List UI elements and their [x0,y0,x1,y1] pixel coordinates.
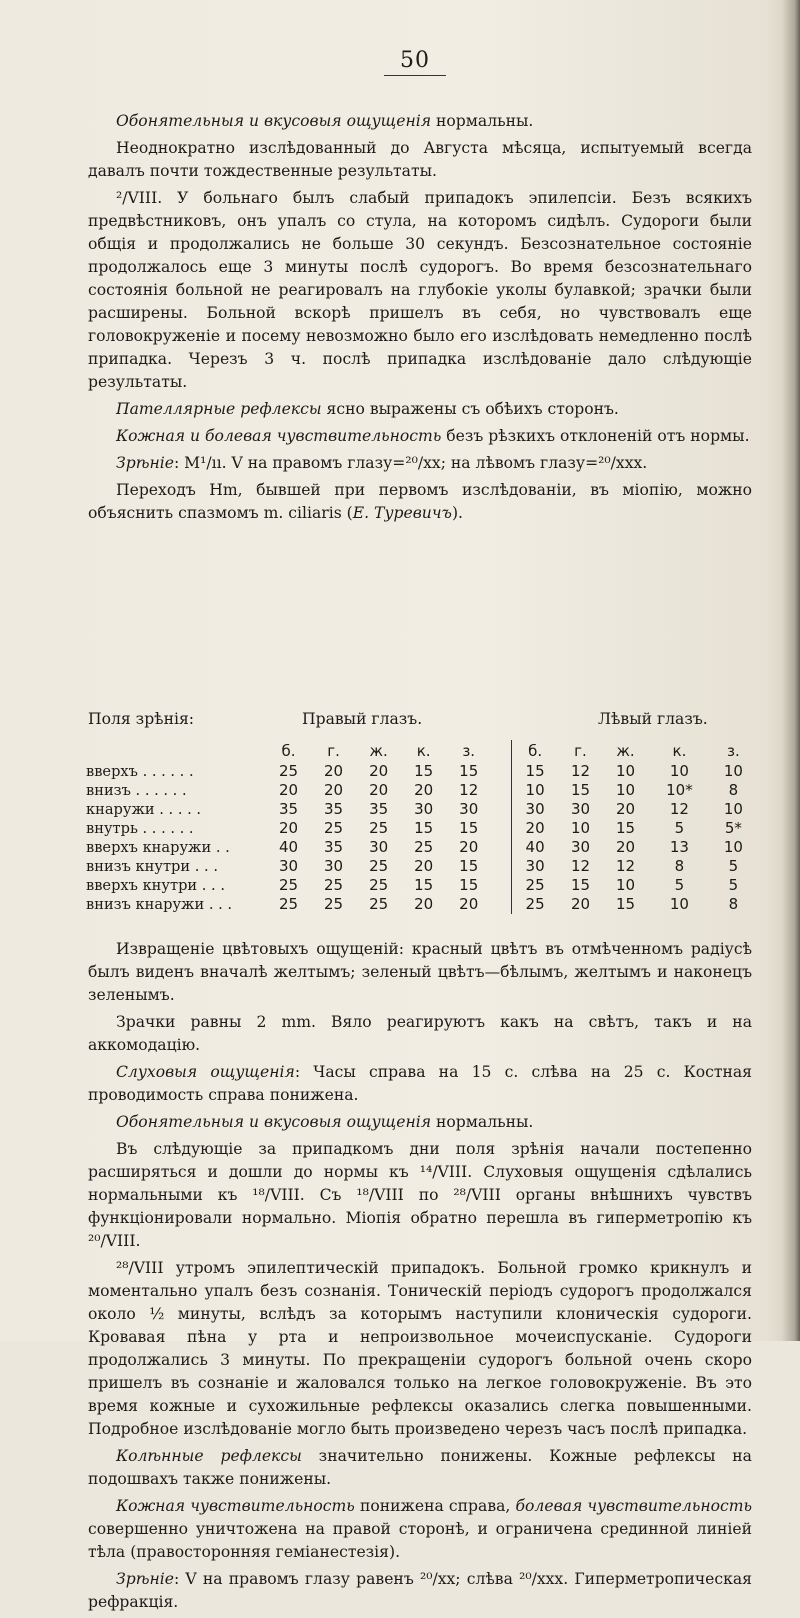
text-block-top [88,110,752,529]
column-gap [491,857,512,876]
row-label: вверхъ . . . . . . [86,763,194,780]
right-eye-value: 30 [278,857,299,875]
table-row [86,762,756,781]
paragraph-vision-2: Зрѣніе: V на правомъ глазу равенъ ²⁰/xx; слѣва ²⁰/xxx. Гиперметропическая рефракція. [88,1570,752,1611]
paragraph-color-perversion: Извращеніе цвѣтовыхъ ощущеній: красный цвѣтъ въ отмѣченномъ радіусѣ былъ виденъ вначалѣ желтымъ; зеленый цвѣтъ—бѣлымъ, желтымъ и наконецъ зеленымъ. [88,940,752,1004]
table-row [86,876,756,895]
left-eye-value: 10 [615,781,636,799]
right-eye-value: 35 [324,838,344,856]
right-eye-value: 30 [369,838,389,856]
right-eye-value: 25 [414,838,434,856]
row-label: внизъ кнаружи . . . [86,896,233,913]
left-eye-value: 5 [728,876,739,894]
row-label: вверхъ кнаружи . . [86,839,230,856]
right-eye-value: 20 [278,781,299,799]
right-eye-color-header: б. [281,741,296,760]
right-eye-color-header: к. [416,741,431,760]
left-eye-value: 15 [512,762,558,781]
column-gap [491,800,512,819]
paragraph-repeated-exam: Неоднократно изслѣдованный до Августа мѣсяца, испытуемый всегда давалъ почти тождественные результаты. [88,139,752,180]
left-eye-value: 40 [512,838,558,857]
right-eye-value: 20 [414,895,434,913]
right-eye-value: 15 [459,876,479,894]
table-title: Поля зрѣнія: [88,710,195,728]
right-eye-color-header: г. [327,741,340,760]
left-eye-value: 15 [615,895,636,913]
row-label: внизъ кнутри . . . [86,858,218,875]
right-eye-color-header: ж. [369,741,388,760]
right-eye-value: 25 [324,819,344,837]
left-eye-color-header: з. [727,741,740,760]
column-gap [491,838,512,857]
paragraph-hearing: Слуховыя ощущенія: Часы справа на 15 с. слѣва на 25 с. Костная проводимость справа понижена. [88,1063,752,1104]
right-eye-value: 35 [324,800,344,818]
column-gap [491,740,512,762]
visual-field-table [86,740,756,914]
color-header-row [86,740,756,762]
row-label: вверхъ кнутри . . . [86,877,225,894]
left-eye-value: 8 [728,895,739,913]
left-eye-value: 25 [512,876,558,895]
right-eye-value: 20 [369,781,389,799]
left-eye-value: 10 [669,762,689,780]
left-eye-value: 8 [674,857,685,875]
right-eye-value: 35 [278,800,299,818]
paragraph-myopia: Переходъ Hm, бывшей при первомъ изслѣдованіи, въ міопію, можно объяснить спазмомъ m. ciliaris (Е. Туревичъ). [88,481,752,522]
left-eye-value: 20 [570,895,591,913]
left-eye-value: 5 [674,876,685,894]
paragraph-patellar-reflexes: Пателлярные рефлексы ясно выражены съ обѣихъ сторонъ. [116,400,619,418]
left-eye-value: 5 [674,819,685,837]
row-label: кнаружи . . . . . [86,801,202,818]
left-eye-color-header: ж. [616,741,635,760]
paragraph-seizure-report: ²/VIII. У больнаго былъ слабый припадокъ эпилепсіи. Безъ всякихъ предвѣстниковъ, онъ упалъ со стула, на которомъ сидѣлъ. Судороги были общія и продолжались не больше 30 секундъ. Безсознательное состояніе продолжалось еще 3 минуты послѣ судорогъ. Во время безсознательнаго состоянія больной не реагировалъ на глубокіе уколы булавкой; зрачки были расширены. Больной вскорѣ пришелъ въ себя, но чувствовалъ еще головокруженіе и посему невозможно было его изслѣдовать немедленно послѣ припадка. Черезъ 3 ч. послѣ припадка изслѣдованіе дало слѣдующіе результаты. [88,189,752,391]
left-eye-value: 30 [512,857,558,876]
right-eye-heading: Правый глазъ. [302,710,423,728]
row-label: внизъ . . . . . . [86,782,187,799]
left-eye-value: 10 [615,876,636,894]
column-gap [491,895,512,914]
right-eye-value: 30 [414,800,434,818]
left-eye-value: 20 [615,800,636,818]
left-eye-value: 5 [728,857,739,875]
left-eye-heading: Лѣвый глазъ. [598,710,708,728]
page-number: 50 [0,48,800,76]
right-eye-value: 25 [324,895,344,913]
right-eye-value: 25 [278,876,299,894]
left-eye-value: 30 [512,800,558,819]
right-eye-value: 15 [414,762,434,780]
right-eye-value: 25 [278,895,299,913]
right-eye-value: 20 [459,838,479,856]
left-eye-value: 8 [728,781,739,799]
paragraph-smell-taste-2: Обонятельныя и вкусовыя ощущенія нормальны. [116,1113,534,1131]
left-eye-value: 25 [512,895,558,914]
table-row [86,857,756,876]
left-eye-value: 12 [669,800,689,818]
right-eye-value: 15 [459,819,479,837]
header-blank-cell [86,740,266,762]
right-eye-value: 25 [369,895,389,913]
page-edge-shadow [782,0,800,1341]
right-eye-value: 20 [324,781,344,799]
table-row [86,838,756,857]
table-row [86,895,756,914]
column-gap [491,876,512,895]
right-eye-value: 20 [278,819,299,837]
column-gap [491,781,512,800]
paragraph-recovery: Въ слѣдующіе за припадкомъ дни поля зрѣнія начали постепенно расширяться и дошли до нормы къ ¹⁴/VIII. Слуховыя ощущенія сдѣлались нормальными къ ¹⁸/VIII. Съ ¹⁸/VIII по ²⁸/VIII органы внѣшнихъ чувствъ функціонировали нормально. Міопія обратно перешла въ гиперметропію къ ²⁰/VIII. [88,1140,752,1250]
left-eye-value: 10 [669,895,689,913]
paragraph-knee-reflexes: Колѣнные рефлексы значительно понижены. Кожные рефлексы на подошвахъ также понижены. [88,1447,752,1488]
right-eye-value: 25 [369,857,389,875]
text-block-bottom [88,938,752,1618]
right-eye-value: 20 [459,895,479,913]
left-eye-color-header: к. [672,741,687,760]
left-eye-value: 15 [570,876,591,894]
column-gap [491,762,512,781]
left-eye-value: 12 [615,857,636,875]
left-eye-value: 12 [570,857,591,875]
right-eye-value: 15 [414,819,434,837]
right-eye-value: 20 [369,762,389,780]
left-eye-value: 15 [570,781,591,799]
left-eye-value: 10 [723,762,743,780]
visual-field-table-header [88,710,752,734]
paragraph-second-seizure: ²⁸/VIII утромъ эпилептическій припадокъ. Больной громко крикнулъ и моментально упалъ безъ сознанія. Тоническій періодъ судорогъ продолжался около ½ минуты, вслѣдъ за которымъ наступили клоническія судороги. Кровавая пѣна у рта и непроизвольное мочеиспусканіе. Судороги продолжались 3 минуты. По прекращеніи судорогъ больной очень скоро пришелъ въ сознаніе и жаловался только на легкое головокруженіе. Въ это время кожные и сухожильные рефлексы оказались слегка повышенными. Подробное изслѣдованіе могло быть произведено черезъ часъ послѣ припадка. [88,1259,752,1438]
right-eye-value: 15 [459,762,479,780]
left-eye-value: 10 [615,762,636,780]
right-eye-value: 20 [414,781,434,799]
table-row [86,800,756,819]
left-eye-value: 30 [570,838,591,856]
row-label: внутрь . . . . . . [86,820,194,837]
right-eye-value: 30 [324,857,344,875]
left-eye-value: 15 [615,819,636,837]
left-eye-value: 10* [666,781,693,799]
left-eye-value: 12 [570,762,591,780]
right-eye-value: 12 [459,781,479,799]
right-eye-value: 35 [369,800,389,818]
right-eye-value: 25 [278,762,299,780]
left-eye-value: 10 [723,800,743,818]
right-eye-value: 20 [324,762,344,780]
left-eye-value: 5* [724,819,742,837]
left-eye-value: 13 [669,838,689,856]
right-eye-value: 15 [414,876,434,894]
right-eye-value: 30 [459,800,479,818]
left-eye-value: 20 [615,838,636,856]
right-eye-value: 20 [414,857,434,875]
paragraph-smell-taste: Обонятельныя и вкусовыя ощущенія нормальны. [116,112,534,130]
column-gap [491,819,512,838]
paragraph-vision: Зрѣніе: M¹/ıı. V на правомъ глазу=²⁰/xx; на лѣвомъ глазу=²⁰/xxx. [116,454,648,472]
table-row [86,819,756,838]
left-eye-value: 10 [723,838,743,856]
left-eye-value: 20 [512,819,558,838]
left-eye-value: 10 [512,781,558,800]
left-eye-color-header: г. [574,741,587,760]
right-eye-value: 15 [459,857,479,875]
right-eye-value: 25 [369,876,389,894]
paragraph-hemianesthesia: Кожная чувствительность понижена справа, болевая чувствительность совершенно уничтожена на правой сторонѣ, и ограничена срединной линіей тѣла (правосторонняя геміанестезія). [88,1497,752,1561]
table-row [86,781,756,800]
right-eye-color-header: з. [462,741,476,760]
paragraph-skin-sensitivity: Кожная и болевая чувствительность безъ рѣзкихъ отклоненій отъ нормы. [116,427,750,445]
paragraph-pupils: Зрачки равны 2 mm. Вяло реагируютъ какъ на свѣтъ, такъ и на аккомодацію. [88,1013,752,1054]
left-eye-color-header: б. [512,740,558,762]
left-eye-value: 30 [570,800,591,818]
right-eye-value: 25 [369,819,389,837]
left-eye-value: 10 [570,819,591,837]
right-eye-value: 25 [324,876,344,894]
right-eye-value: 40 [278,838,299,856]
